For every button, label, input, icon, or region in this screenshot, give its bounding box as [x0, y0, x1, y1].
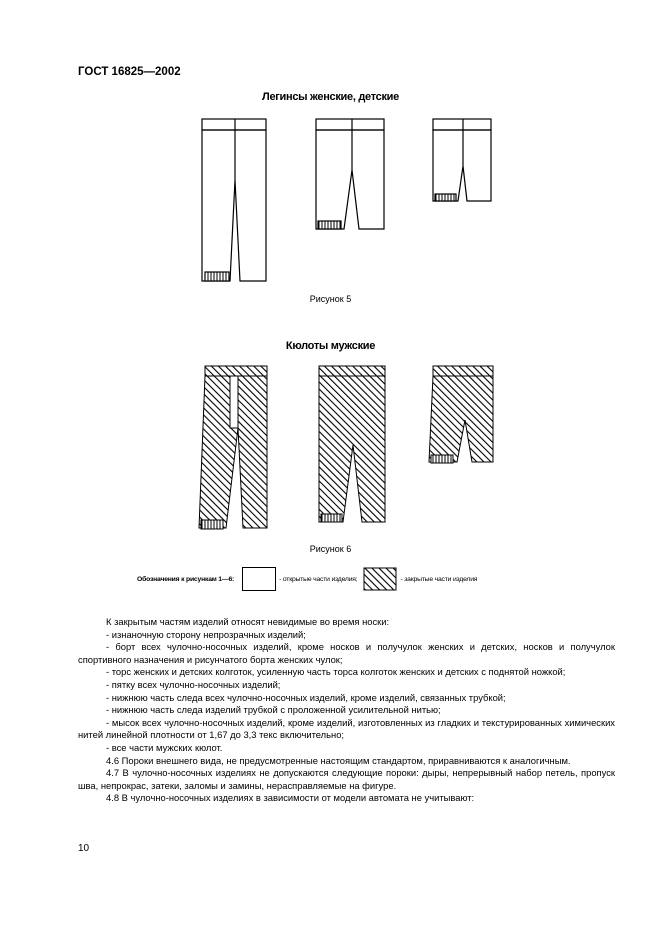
- open-parts-label: - открытые части изделия;: [279, 575, 358, 583]
- legging-small: [433, 119, 491, 201]
- list-item: - борт всех чулочно-носочных изделий, кроме носков и получулок женских и детских, носков и получулок спортивного назначения и рисунчатого борта женских чулок;: [78, 641, 615, 665]
- open-parts-swatch: [242, 567, 276, 591]
- body-text: [78, 616, 615, 805]
- closed-parts-swatch: [363, 567, 397, 591]
- list-item: - нижнюю часть следа всех чулочно-носочных изделий, кроме изделий, связанных трубкой;: [106, 691, 506, 703]
- closed-parts-label: - закрытые части изделия: [400, 575, 478, 583]
- figure5-leggings-drawing: [0, 112, 661, 312]
- document-header: ГОСТ 16825—2002: [78, 66, 181, 78]
- list-item: - мысок всех чулочно-носочных изделий, кроме изделий, изготовленных из гладких и текстурированных химических нитей линейной плотности от 1,67 до 3,3 текс включительно;: [78, 716, 615, 741]
- legend-label: Обозначения к рисункам 1—6:: [137, 575, 235, 583]
- list-item: - торс женских и детских колготок, усиленную часть торса колготок женских и детских с поднятой ножкой;: [106, 666, 566, 678]
- list-item: - пятку всех чулочно-носочных изделий;: [106, 678, 281, 690]
- culottes-small: [429, 366, 493, 463]
- list-item: - нижнюю часть следа изделий трубкой с проложенной усилительной нитью;: [106, 704, 441, 716]
- figure6-culottes-drawing: [0, 362, 661, 542]
- paragraph-4-6: 4.6 Пороки внешнего вида, не предусмотренные настоящим стандартом, приравниваются к аналогичным.: [106, 754, 571, 766]
- legging-medium: [316, 119, 384, 229]
- figure5-caption: Рисунок 5: [309, 294, 352, 304]
- figure5-title: Легинсы женские, детские: [262, 91, 399, 103]
- culottes-large: [199, 366, 267, 529]
- figure6-caption: Рисунок 6: [309, 544, 352, 554]
- list-item: - изнаночную сторону непрозрачных изделий;: [106, 628, 306, 640]
- culottes-medium: [319, 366, 385, 522]
- legend: [137, 566, 477, 592]
- paragraph-4-7: 4.7 В чулочно-носочных изделиях не допускаются следующие пороки: дыры, непрерывный набор петель, пропуск шва, непрокрас, затеки, заломы и замины, нерасправляемые на фигуре.: [78, 767, 615, 791]
- paragraph-4-8: 4.8 В чулочно-носочных изделиях в зависимости от модели автомата не учитывают:: [106, 792, 475, 804]
- figure6-title: Кюлоты мужские: [285, 340, 376, 352]
- paragraph: К закрытым частям изделий относят невидимые во время носки:: [106, 616, 390, 627]
- legging-large: [202, 119, 266, 281]
- page-number: 10: [78, 843, 90, 854]
- list-item: - все части мужских кюлот.: [106, 741, 223, 753]
